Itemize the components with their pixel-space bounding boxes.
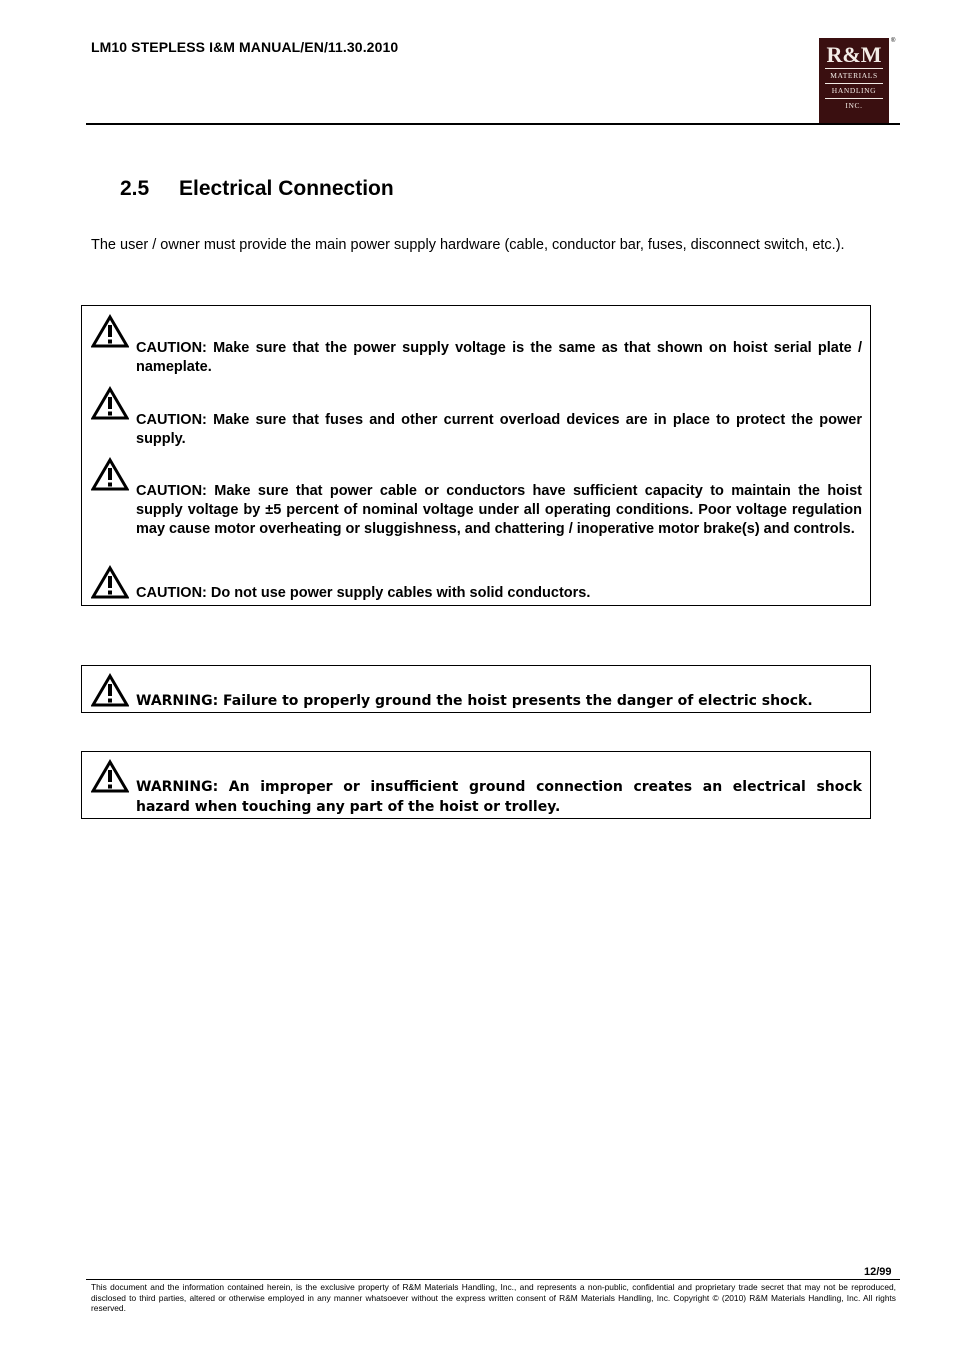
caution-text: CAUTION: Do not use power supply cables with solid conductors.	[136, 585, 591, 601]
section-number: 2.5	[120, 177, 150, 200]
section-title: Electrical Connection	[179, 177, 394, 200]
logo-line-materials: MATERIALS	[830, 71, 878, 80]
header-divider	[86, 123, 900, 125]
footer-divider	[86, 1279, 900, 1280]
caution-text: CAUTION: Make sure that power cable or conductors have sufficient capacity to maintain the hoist supply voltage by ±5 percent of nominal voltage under all operating conditions. Poor voltage regulation may cause motor overheating or sluggishness, and chattering / inoperative motor brake(s) and controls.	[136, 483, 862, 537]
logo-name: R&M	[826, 42, 882, 67]
warning-triangle-icon	[91, 673, 129, 707]
intro-paragraph: The user / owner must provide the main power supply hardware (cable, conductor bar, fuses, disconnect switch, etc.).	[91, 237, 845, 253]
warning-box	[81, 665, 871, 713]
warning-text: WARNING: An improper or insufficient ground connection creates an electrical shock hazard when touching any part of the hoist or trolley.	[136, 779, 862, 815]
caution-box	[81, 305, 871, 606]
confidentiality-notice: This document and the information contained herein, is the exclusive property of R&M Materials Handling, Inc., and represents a non-public, confidential and proprietary trade secret that may not be reproduced, disclosed to third parties, altered or otherwise employed in any manner whatsoever without the express written consent of R&M Materials Handling, Inc. Copyright © (2010) R&M Materials Handling, Inc. All rights reserved.	[91, 1282, 896, 1314]
logo-line-handling: HANDLING	[831, 86, 877, 95]
warning-triangle-icon	[91, 759, 129, 793]
logo-divider	[825, 98, 883, 99]
logo-line-inc: INC.	[845, 101, 863, 110]
logo-divider	[825, 83, 883, 84]
company-logo	[819, 38, 889, 123]
section-heading	[120, 177, 394, 201]
warning-box	[81, 751, 871, 819]
warning-text: WARNING: Failure to properly ground the hoist presents the danger of electric shock.	[136, 693, 813, 709]
logo-divider	[825, 68, 883, 69]
caution-text: CAUTION: Make sure that fuses and other current overload devices are in place to protect the power supply.	[136, 412, 862, 447]
caution-text: CAUTION: Make sure that the power supply voltage is the same as that shown on hoist serial plate / nameplate.	[136, 340, 862, 375]
registered-mark: ®	[891, 38, 896, 44]
page-number: 12/99	[864, 1266, 892, 1278]
warning-triangle-icon	[91, 457, 129, 491]
warning-triangle-icon	[91, 314, 129, 348]
warning-triangle-icon	[91, 565, 129, 599]
warning-triangle-icon	[91, 386, 129, 420]
document-id: LM10 STEPLESS I&M MANUAL/EN/11.30.2010	[91, 39, 399, 55]
